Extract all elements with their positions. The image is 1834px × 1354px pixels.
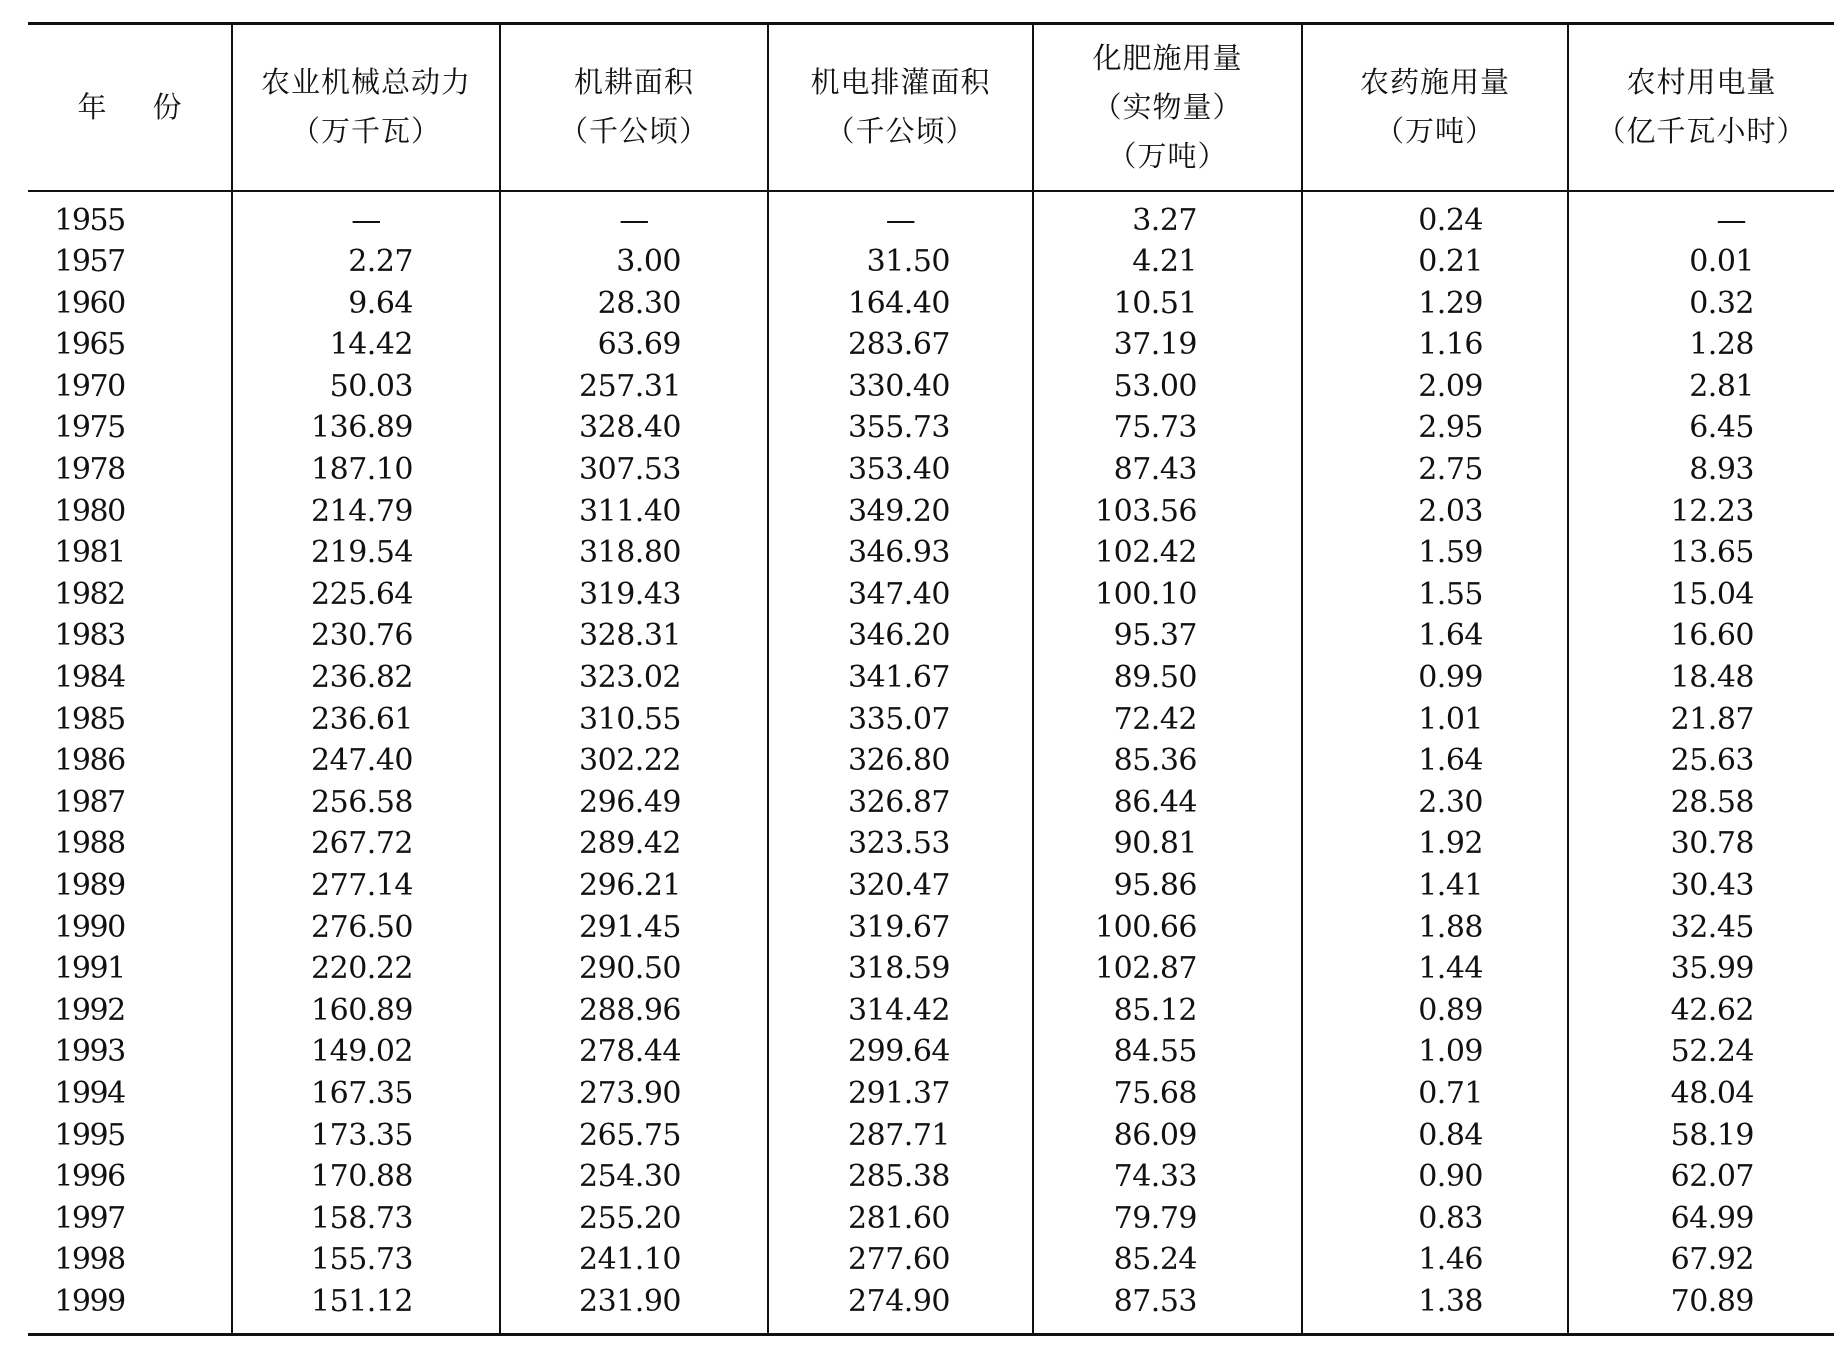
table-header bbox=[28, 24, 1834, 191]
year-cell: 1986 bbox=[54, 743, 125, 779]
value-cell: 296.21 bbox=[500, 865, 768, 907]
table-row bbox=[28, 1115, 1834, 1157]
table-row bbox=[28, 491, 1834, 533]
year-cell: 1978 bbox=[54, 452, 125, 488]
value-cell: 70.89 bbox=[1568, 1281, 1834, 1334]
value-cell: 10.51 bbox=[1033, 283, 1302, 325]
value-cell: 241.10 bbox=[500, 1239, 768, 1281]
value-cell: 323.02 bbox=[500, 657, 768, 699]
value-cell: 1.55 bbox=[1302, 574, 1568, 616]
value-cell: 230.76 bbox=[232, 615, 500, 657]
statistics-table-container bbox=[28, 22, 1834, 1336]
value-cell: 85.24 bbox=[1033, 1239, 1302, 1281]
value-cell: 349.20 bbox=[768, 491, 1033, 533]
value-cell: 346.20 bbox=[768, 615, 1033, 657]
year-cell: 1989 bbox=[54, 868, 125, 903]
value-cell: 257.31 bbox=[500, 366, 768, 408]
value-cell: 265.75 bbox=[500, 1115, 768, 1157]
value-cell: 28.30 bbox=[500, 283, 768, 325]
column-header-line: （千公顷） bbox=[825, 114, 976, 149]
value-cell: 256.58 bbox=[232, 782, 500, 824]
value-cell: 1.29 bbox=[1302, 283, 1568, 325]
value-cell: 1.01 bbox=[1302, 699, 1568, 741]
value-cell: 255.20 bbox=[500, 1198, 768, 1240]
column-header-year-char: 年 bbox=[77, 89, 107, 124]
value-cell: 151.12 bbox=[232, 1281, 500, 1334]
value-cell: 173.35 bbox=[232, 1115, 500, 1157]
value-cell: 311.40 bbox=[500, 491, 768, 533]
value-cell: 95.37 bbox=[1033, 615, 1302, 657]
value-cell: 95.86 bbox=[1033, 865, 1302, 907]
value-cell: 160.89 bbox=[232, 990, 500, 1032]
year-cell: 1965 bbox=[54, 327, 125, 363]
year-cell: 1970 bbox=[54, 368, 125, 404]
table-row bbox=[28, 449, 1834, 491]
value-cell: 328.31 bbox=[500, 615, 768, 657]
column-header-5 bbox=[1302, 24, 1568, 191]
column-header-line: 机电排灌面积 bbox=[810, 65, 991, 100]
value-cell: 318.59 bbox=[768, 948, 1033, 990]
value-cell: 231.90 bbox=[500, 1281, 768, 1334]
value-cell: 4.21 bbox=[1033, 241, 1302, 283]
year-cell: 1982 bbox=[54, 576, 125, 612]
value-cell: 170.88 bbox=[232, 1156, 500, 1198]
year-cell: 1983 bbox=[54, 618, 125, 654]
year-cell: 1988 bbox=[54, 826, 125, 862]
column-header-1 bbox=[232, 24, 500, 191]
year-cell: 1996 bbox=[54, 1159, 125, 1195]
table-row bbox=[28, 823, 1834, 865]
value-cell: 90.81 bbox=[1033, 823, 1302, 865]
value-cell: 8.93 bbox=[1568, 449, 1834, 491]
value-cell: 85.12 bbox=[1033, 990, 1302, 1032]
value-cell: 2.75 bbox=[1302, 449, 1568, 491]
value-cell: 75.68 bbox=[1033, 1073, 1302, 1115]
value-cell: 2.03 bbox=[1302, 491, 1568, 533]
value-cell: 100.66 bbox=[1033, 907, 1302, 949]
value-cell: 30.43 bbox=[1568, 865, 1834, 907]
table-row bbox=[28, 366, 1834, 408]
value-cell: 84.55 bbox=[1033, 1031, 1302, 1073]
value-cell: 236.61 bbox=[232, 699, 500, 741]
value-cell: 277.60 bbox=[768, 1239, 1033, 1281]
value-cell: 136.89 bbox=[232, 407, 500, 449]
value-cell: 296.49 bbox=[500, 782, 768, 824]
value-cell: 274.90 bbox=[768, 1281, 1033, 1334]
value-cell: 2.81 bbox=[1568, 366, 1834, 408]
value-cell: 0.32 bbox=[1568, 283, 1834, 325]
year-cell: 1975 bbox=[54, 410, 125, 446]
value-cell: 67.92 bbox=[1568, 1239, 1834, 1281]
column-header-4 bbox=[1033, 24, 1302, 191]
value-cell: 314.42 bbox=[768, 990, 1033, 1032]
table-row bbox=[28, 1031, 1834, 1073]
value-cell: 25.63 bbox=[1568, 740, 1834, 782]
value-cell: 346.93 bbox=[768, 532, 1033, 574]
value-cell: 1.28 bbox=[1568, 324, 1834, 366]
value-cell: 64.99 bbox=[1568, 1198, 1834, 1240]
value-cell: 2.95 bbox=[1302, 407, 1568, 449]
value-cell: 335.07 bbox=[768, 699, 1033, 741]
value-cell: — bbox=[500, 191, 768, 242]
year-cell: 1990 bbox=[54, 909, 125, 945]
column-header-line: 农业机械总动力 bbox=[260, 65, 471, 100]
year-cell: 1997 bbox=[54, 1200, 125, 1236]
value-cell: 273.90 bbox=[500, 1073, 768, 1115]
value-cell: 14.42 bbox=[232, 324, 500, 366]
year-cell: 1995 bbox=[54, 1117, 125, 1153]
value-cell: 103.56 bbox=[1033, 491, 1302, 533]
table-row bbox=[28, 324, 1834, 366]
table-row bbox=[28, 532, 1834, 574]
value-cell: 2.27 bbox=[232, 241, 500, 283]
value-cell: 323.53 bbox=[768, 823, 1033, 865]
value-cell: 247.40 bbox=[232, 740, 500, 782]
value-cell: 87.43 bbox=[1033, 449, 1302, 491]
table-row bbox=[28, 1156, 1834, 1198]
table-row bbox=[28, 283, 1834, 325]
value-cell: 58.19 bbox=[1568, 1115, 1834, 1157]
value-cell: 30.78 bbox=[1568, 823, 1834, 865]
value-cell: 167.35 bbox=[232, 1073, 500, 1115]
value-cell: 319.67 bbox=[768, 907, 1033, 949]
value-cell: 50.03 bbox=[232, 366, 500, 408]
column-header-2 bbox=[500, 24, 768, 191]
value-cell: 225.64 bbox=[232, 574, 500, 616]
value-cell: 1.16 bbox=[1302, 324, 1568, 366]
value-cell: 87.53 bbox=[1033, 1281, 1302, 1334]
value-cell: 53.00 bbox=[1033, 366, 1302, 408]
value-cell: 52.24 bbox=[1568, 1031, 1834, 1073]
year-cell: 1980 bbox=[54, 493, 125, 529]
column-header-line: （万吨） bbox=[1374, 114, 1495, 149]
value-cell: 86.09 bbox=[1033, 1115, 1302, 1157]
value-cell: 79.79 bbox=[1033, 1198, 1302, 1240]
table-row bbox=[28, 407, 1834, 449]
value-cell: 3.00 bbox=[500, 241, 768, 283]
value-cell: 1.09 bbox=[1302, 1031, 1568, 1073]
value-cell: 21.87 bbox=[1568, 699, 1834, 741]
table-row bbox=[28, 615, 1834, 657]
value-cell: 12.23 bbox=[1568, 491, 1834, 533]
value-cell: 290.50 bbox=[500, 948, 768, 990]
value-cell: 62.07 bbox=[1568, 1156, 1834, 1198]
value-cell: 1.38 bbox=[1302, 1281, 1568, 1334]
value-cell: 164.40 bbox=[768, 283, 1033, 325]
value-cell: 37.19 bbox=[1033, 324, 1302, 366]
column-header-line: （万吨） bbox=[1107, 138, 1228, 173]
table-row bbox=[28, 740, 1834, 782]
value-cell: 288.96 bbox=[500, 990, 768, 1032]
table-row bbox=[28, 191, 1834, 242]
value-cell: 149.02 bbox=[232, 1031, 500, 1073]
column-header-line: （万千瓦） bbox=[290, 114, 441, 149]
value-cell: — bbox=[232, 191, 500, 242]
value-cell: 155.73 bbox=[232, 1239, 500, 1281]
value-cell: 219.54 bbox=[232, 532, 500, 574]
year-cell: 1960 bbox=[54, 285, 125, 321]
table-row bbox=[28, 699, 1834, 741]
value-cell: 289.42 bbox=[500, 823, 768, 865]
column-header-line: （亿千瓦小时） bbox=[1596, 114, 1807, 149]
value-cell: 158.73 bbox=[232, 1198, 500, 1240]
value-cell: 28.58 bbox=[1568, 782, 1834, 824]
value-cell: 1.46 bbox=[1302, 1239, 1568, 1281]
year-cell: 1987 bbox=[54, 784, 125, 820]
value-cell: 86.44 bbox=[1033, 782, 1302, 824]
value-cell: 32.45 bbox=[1568, 907, 1834, 949]
value-cell: 2.30 bbox=[1302, 782, 1568, 824]
value-cell: 326.87 bbox=[768, 782, 1033, 824]
year-cell: 1998 bbox=[54, 1242, 125, 1278]
value-cell: 63.69 bbox=[500, 324, 768, 366]
value-cell: 1.44 bbox=[1302, 948, 1568, 990]
value-cell: 299.64 bbox=[768, 1031, 1033, 1073]
value-cell: 278.44 bbox=[500, 1031, 768, 1073]
value-cell: 283.67 bbox=[768, 324, 1033, 366]
table-row bbox=[28, 1073, 1834, 1115]
value-cell: 102.42 bbox=[1033, 532, 1302, 574]
value-cell: 310.55 bbox=[500, 699, 768, 741]
column-header-year bbox=[28, 24, 232, 191]
table-row bbox=[28, 782, 1834, 824]
value-cell: 13.65 bbox=[1568, 532, 1834, 574]
year-cell: 1993 bbox=[54, 1034, 125, 1070]
column-header-line: 农药施用量 bbox=[1359, 65, 1510, 100]
table-body bbox=[28, 191, 1834, 1335]
value-cell: 291.37 bbox=[768, 1073, 1033, 1115]
value-cell: — bbox=[768, 191, 1033, 242]
value-cell: 276.50 bbox=[232, 907, 500, 949]
value-cell: 0.83 bbox=[1302, 1198, 1568, 1240]
value-cell: 0.24 bbox=[1302, 191, 1568, 242]
value-cell: 0.99 bbox=[1302, 657, 1568, 699]
column-header-line: 化肥施用量 bbox=[1092, 40, 1243, 75]
value-cell: 277.14 bbox=[232, 865, 500, 907]
column-header-line: （千公顷） bbox=[558, 114, 709, 149]
value-cell: 214.79 bbox=[232, 491, 500, 533]
table-row bbox=[28, 948, 1834, 990]
table-row bbox=[28, 1239, 1834, 1281]
column-header-6 bbox=[1568, 24, 1834, 191]
value-cell: 320.47 bbox=[768, 865, 1033, 907]
value-cell: 307.53 bbox=[500, 449, 768, 491]
value-cell: 35.99 bbox=[1568, 948, 1834, 990]
column-header-line: 机耕面积 bbox=[573, 65, 694, 100]
year-cell: 1985 bbox=[54, 701, 125, 737]
value-cell: 187.10 bbox=[232, 449, 500, 491]
year-cell: 1999 bbox=[28, 1281, 232, 1334]
value-cell: 75.73 bbox=[1033, 407, 1302, 449]
year-cell: 1955 bbox=[54, 202, 125, 238]
year-cell: 1994 bbox=[54, 1075, 125, 1111]
value-cell: 1.64 bbox=[1302, 740, 1568, 782]
value-cell: 291.45 bbox=[500, 907, 768, 949]
table-row bbox=[28, 657, 1834, 699]
column-header-3 bbox=[768, 24, 1033, 191]
value-cell: 287.71 bbox=[768, 1115, 1033, 1157]
value-cell: 0.21 bbox=[1302, 241, 1568, 283]
value-cell: 1.88 bbox=[1302, 907, 1568, 949]
year-cell: 1981 bbox=[54, 535, 125, 571]
year-cell: 1991 bbox=[54, 951, 125, 987]
value-cell: 6.45 bbox=[1568, 407, 1834, 449]
value-cell: 330.40 bbox=[768, 366, 1033, 408]
value-cell: 302.22 bbox=[500, 740, 768, 782]
value-cell: 1.59 bbox=[1302, 532, 1568, 574]
table-row bbox=[28, 1198, 1834, 1240]
value-cell: 254.30 bbox=[500, 1156, 768, 1198]
column-header-line: 农村用电量 bbox=[1626, 65, 1777, 100]
value-cell: — bbox=[1568, 191, 1834, 242]
value-cell: 89.50 bbox=[1033, 657, 1302, 699]
value-cell: 0.71 bbox=[1302, 1073, 1568, 1115]
value-cell: 355.73 bbox=[768, 407, 1033, 449]
value-cell: 0.90 bbox=[1302, 1156, 1568, 1198]
year-cell: 1992 bbox=[54, 992, 125, 1028]
value-cell: 1.41 bbox=[1302, 865, 1568, 907]
value-cell: 0.89 bbox=[1302, 990, 1568, 1032]
header-row bbox=[28, 24, 1834, 191]
value-cell: 2.09 bbox=[1302, 366, 1568, 408]
value-cell: 0.84 bbox=[1302, 1115, 1568, 1157]
table-row bbox=[28, 865, 1834, 907]
table-row bbox=[28, 241, 1834, 283]
column-header-line: （实物量） bbox=[1092, 89, 1243, 124]
table-row bbox=[28, 1281, 1834, 1334]
value-cell: 100.10 bbox=[1033, 574, 1302, 616]
value-cell: 74.33 bbox=[1033, 1156, 1302, 1198]
table-row bbox=[28, 574, 1834, 616]
value-cell: 16.60 bbox=[1568, 615, 1834, 657]
value-cell: 285.38 bbox=[768, 1156, 1033, 1198]
value-cell: 0.01 bbox=[1568, 241, 1834, 283]
value-cell: 236.82 bbox=[232, 657, 500, 699]
table-row bbox=[28, 990, 1834, 1032]
value-cell: 328.40 bbox=[500, 407, 768, 449]
value-cell: 347.40 bbox=[768, 574, 1033, 616]
column-header-year-char: 份 bbox=[152, 89, 182, 124]
value-cell: 1.64 bbox=[1302, 615, 1568, 657]
value-cell: 31.50 bbox=[768, 241, 1033, 283]
year-cell: 1957 bbox=[54, 244, 125, 280]
value-cell: 85.36 bbox=[1033, 740, 1302, 782]
value-cell: 353.40 bbox=[768, 449, 1033, 491]
value-cell: 42.62 bbox=[1568, 990, 1834, 1032]
value-cell: 341.67 bbox=[768, 657, 1033, 699]
value-cell: 9.64 bbox=[232, 283, 500, 325]
agriculture-statistics-table bbox=[28, 22, 1834, 1336]
year-cell: 1984 bbox=[54, 660, 125, 696]
table-row bbox=[28, 907, 1834, 949]
value-cell: 267.72 bbox=[232, 823, 500, 865]
value-cell: 318.80 bbox=[500, 532, 768, 574]
value-cell: 220.22 bbox=[232, 948, 500, 990]
value-cell: 102.87 bbox=[1033, 948, 1302, 990]
value-cell: 48.04 bbox=[1568, 1073, 1834, 1115]
value-cell: 15.04 bbox=[1568, 574, 1834, 616]
value-cell: 18.48 bbox=[1568, 657, 1834, 699]
value-cell: 72.42 bbox=[1033, 699, 1302, 741]
value-cell: 319.43 bbox=[500, 574, 768, 616]
value-cell: 326.80 bbox=[768, 740, 1033, 782]
value-cell: 281.60 bbox=[768, 1198, 1033, 1240]
value-cell: 1.92 bbox=[1302, 823, 1568, 865]
value-cell: 3.27 bbox=[1033, 191, 1302, 242]
